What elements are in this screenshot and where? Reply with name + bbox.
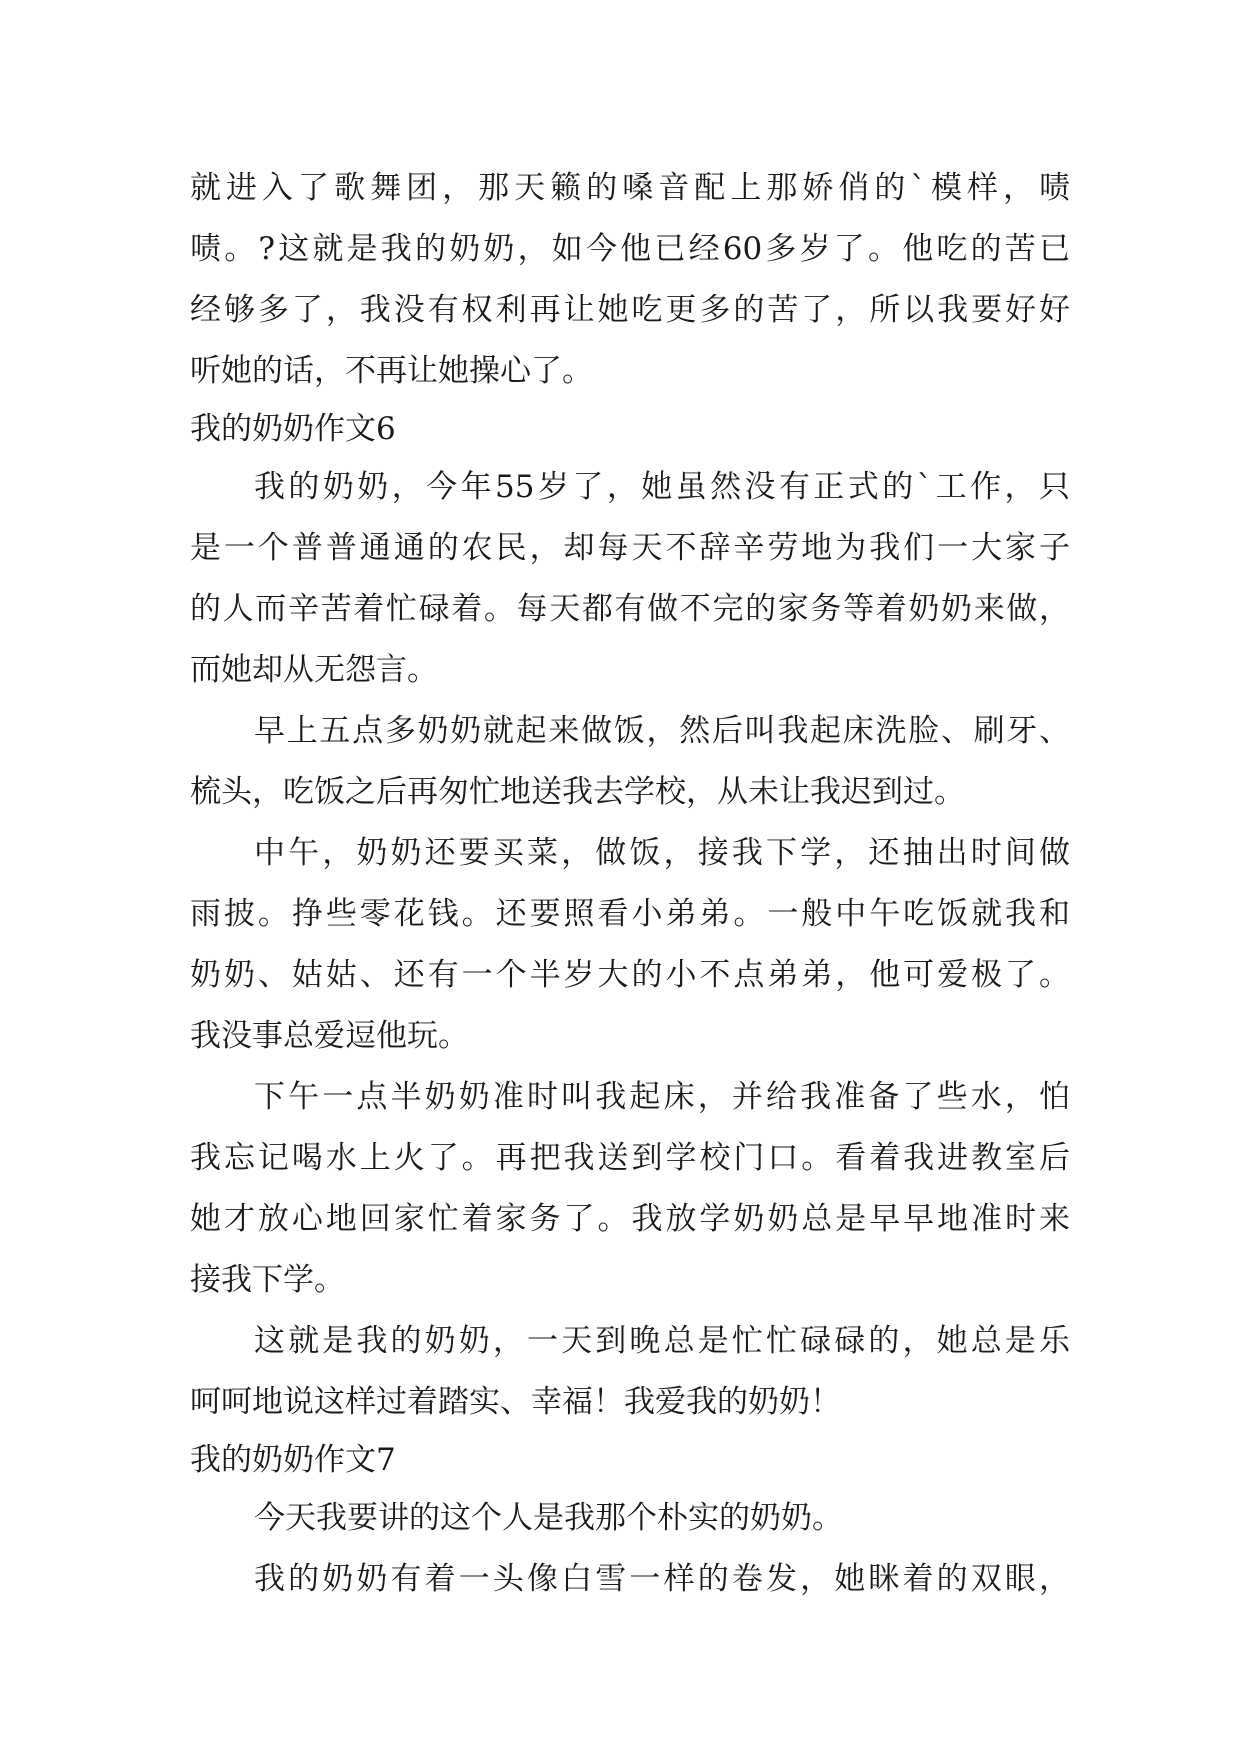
paragraph-line: 下午一点半奶奶准时叫我起床，并给我准备了些水，怕 bbox=[254, 1079, 1070, 1115]
paragraph-line: 接我下学。 bbox=[190, 1262, 345, 1298]
paragraph-line: 的人而辛苦着忙碌着。每天都有做不完的家务等着奶奶来做， bbox=[190, 591, 1070, 627]
essay-text bbox=[190, 158, 1070, 1610]
paragraph-line: 奶奶、姑姑、还有一个半岁大的小不点弟弟，他可爱极了。 bbox=[190, 957, 1070, 993]
paragraph-line: 早上五点多奶奶就起来做饭，然后叫我起床洗脸、刷牙、 bbox=[254, 713, 1070, 749]
paragraph-line: 这就是我的奶奶，一天到晚总是忙忙碌碌的，她总是乐 bbox=[254, 1323, 1070, 1359]
paragraph-line: 经够多了，我没有权利再让她吃更多的苦了，所以我要好好 bbox=[190, 292, 1070, 328]
paragraph-line: 今天我要讲的这个人是我那个朴实的奶奶。 bbox=[254, 1500, 843, 1536]
paragraph-line: 我没事总爱逗他玩。 bbox=[190, 1018, 469, 1054]
paragraph-line: 中午，奶奶还要买菜，做饭，接我下学，还抽出时间做 bbox=[254, 835, 1070, 871]
paragraph-line: 啧。?这就是我的奶奶，如今他已经60多岁了。他吃的苦已 bbox=[190, 231, 1070, 267]
paragraph-line: 我忘记喝水上火了。再把我送到学校门口。看着我进教室后 bbox=[190, 1140, 1070, 1176]
section-heading: 我的奶奶作文7 bbox=[190, 1442, 396, 1478]
section-heading: 我的奶奶作文6 bbox=[190, 411, 396, 447]
paragraph-line: 呵呵地说这样过着踏实、幸福！我爱我的奶奶！ bbox=[190, 1384, 841, 1420]
paragraph-line: 我的奶奶，今年55岁了，她虽然没有正式的`工作，只 bbox=[254, 469, 1070, 505]
paragraph-line: 雨披。挣些零花钱。还要照看小弟弟。一般中午吃饭就我和 bbox=[190, 896, 1070, 932]
paragraph-line: 梳头，吃饭之后再匆忙地送我去学校，从未让我迟到过。 bbox=[190, 774, 965, 810]
paragraph-line: 是一个普普通通的农民，却每天不辞辛劳地为我们一大家子 bbox=[190, 530, 1070, 566]
paragraph-line: 而她却从无怨言。 bbox=[190, 652, 438, 688]
paragraph-line: 她才放心地回家忙着家务了。我放学奶奶总是早早地准时来 bbox=[190, 1201, 1070, 1237]
paragraph-line: 听她的话，不再让她操心了。 bbox=[190, 353, 593, 389]
paragraph-line: 我的奶奶有着一头像白雪一样的卷发，她眯着的双眼， bbox=[254, 1561, 1070, 1597]
paragraph-line: 就进入了歌舞团，那天籁的嗓音配上那娇俏的`模样，啧 bbox=[190, 170, 1070, 206]
